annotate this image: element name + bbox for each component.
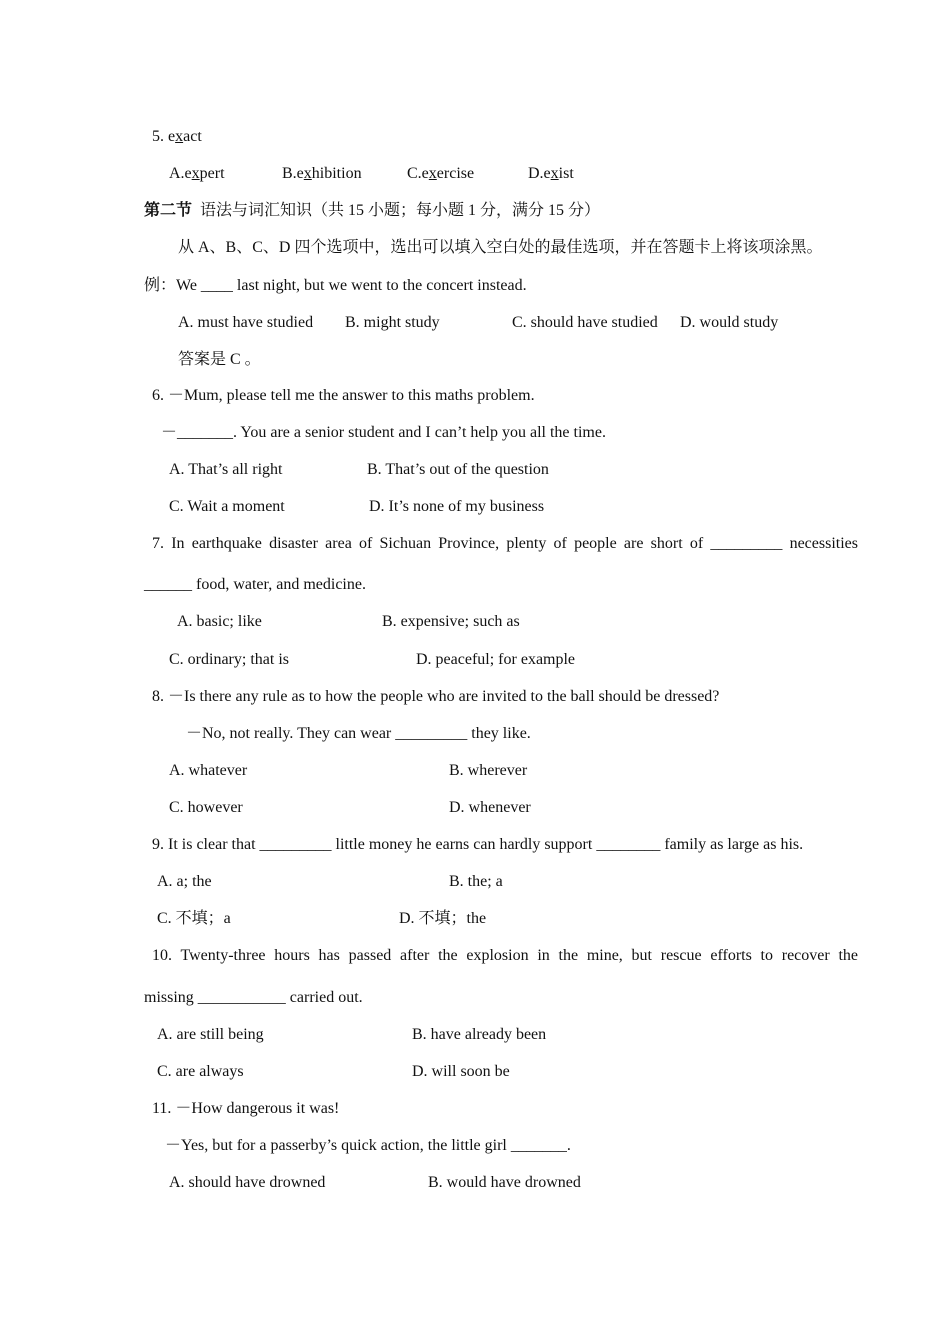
- section-instruction: 从 A、B、C、D 四个选项中，选出可以填入空白处的最佳选项，并在答题卡上将该项涂黑。: [178, 239, 823, 256]
- q6-response: －_______. You are a senior student and I can’t help you all the time.: [161, 424, 606, 441]
- q8-option-d: D. whenever: [449, 799, 531, 816]
- q10-stem: 10. Twenty-three hours has passed after the explosion in the mine, but rescue efforts to recover the: [152, 947, 858, 964]
- q9-option-a: A. a; the: [157, 873, 212, 890]
- section-number: 第二节: [144, 202, 193, 219]
- q7-option-b: B. expensive; such as: [382, 613, 520, 630]
- q8-response: －No, not really. They can wear _________ they like.: [186, 725, 531, 742]
- q11-stem: 11. －How dangerous it was!: [152, 1100, 340, 1117]
- q6-option-c: C. Wait a moment: [169, 498, 285, 515]
- q6-stem: 6. －Mum, please tell me the answer to this maths problem.: [152, 387, 535, 404]
- q8-option-c: C. however: [169, 799, 243, 816]
- q5-option-b: B.exhibition: [282, 165, 362, 182]
- q6-option-a: A. That’s all right: [169, 461, 283, 478]
- q9-option-c: C. 不填；a: [157, 910, 231, 927]
- q5-option-a: A.expert: [169, 165, 225, 182]
- section-title: 语法与词汇知识（共 15 小题；每小题 1 分，满分 15 分）: [200, 202, 601, 219]
- q9-option-b: B. the; a: [449, 873, 503, 890]
- q7-stem: 7. In earthquake disaster area of Sichuan Province, plenty of people are short of _________ necessities: [152, 535, 858, 552]
- q10-stem-cont: missing ___________ carried out.: [144, 989, 363, 1006]
- q11-response: －Yes, but for a passerby’s quick action, the little girl _______.: [165, 1137, 571, 1154]
- q7-option-c: C. ordinary; that is: [169, 651, 289, 668]
- example-option-c: C. should have studied: [512, 314, 658, 331]
- q5-option-c: C.exercise: [407, 165, 475, 182]
- example-stem: 例：We ____ last night, but we went to the concert instead.: [144, 277, 527, 294]
- q5-stem: 5. exact: [152, 128, 202, 145]
- q8-option-b: B. wherever: [449, 762, 528, 779]
- q7-stem-cont: ______ food, water, and medicine.: [144, 576, 366, 593]
- example-option-b: B. might study: [345, 314, 440, 331]
- q6-option-b: B. That’s out of the question: [367, 461, 549, 478]
- q7-option-a: A. basic; like: [177, 613, 262, 630]
- q5-option-d: D.exist: [528, 165, 574, 182]
- q10-option-a: A. are still being: [157, 1026, 264, 1043]
- example-answer: 答案是 C 。: [178, 351, 261, 368]
- q10-option-d: D. will soon be: [412, 1063, 510, 1080]
- q11-option-b: B. would have drowned: [428, 1174, 581, 1191]
- q11-option-a: A. should have drowned: [169, 1174, 326, 1191]
- q9-option-d: D. 不填；the: [399, 910, 487, 927]
- q8-stem: 8. －Is there any rule as to how the people who are invited to the ball should be dressed?: [152, 688, 720, 705]
- q6-option-d: D. It’s none of my business: [369, 498, 545, 515]
- q9-stem: 9. It is clear that _________ little money he earns can hardly support ________ family as large as his.: [152, 836, 804, 853]
- example-option-a: A. must have studied: [178, 314, 314, 331]
- q10-option-b: B. have already been: [412, 1026, 547, 1043]
- q7-option-d: D. peaceful; for example: [416, 651, 576, 668]
- q10-option-c: C. are always: [157, 1063, 244, 1080]
- section-heading: [144, 201, 600, 221]
- q8-option-a: A. whatever: [169, 762, 248, 779]
- example-option-d: D. would study: [680, 314, 779, 331]
